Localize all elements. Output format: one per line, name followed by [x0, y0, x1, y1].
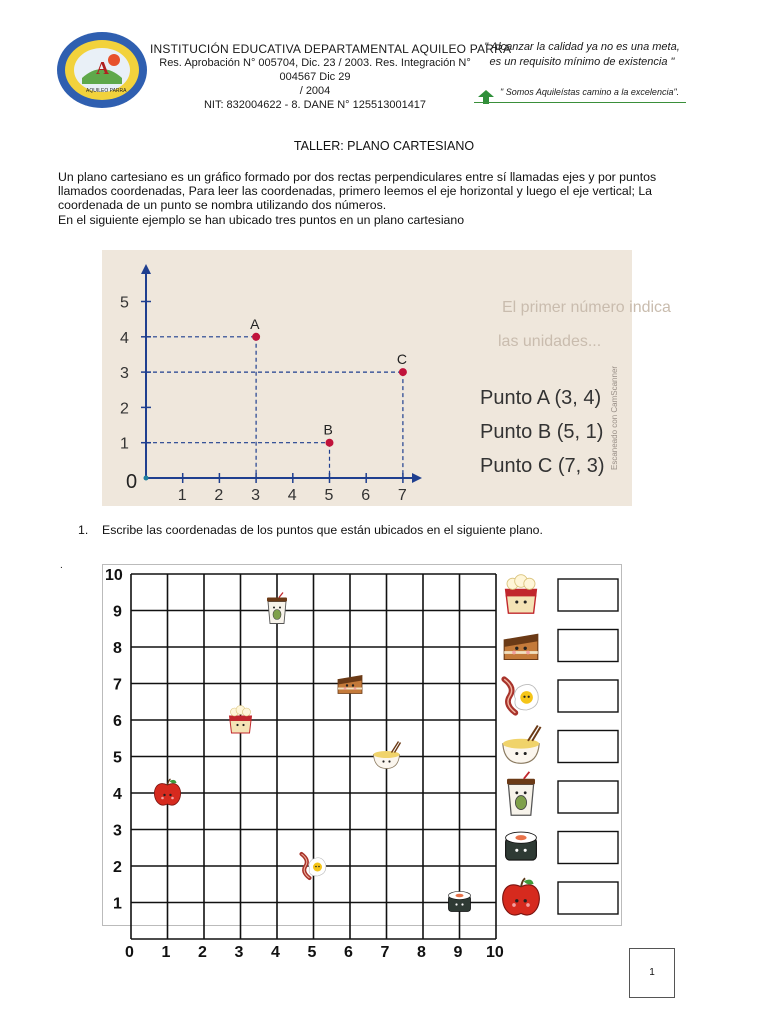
svg-text:las unidades...: las unidades... — [498, 333, 602, 350]
svg-text:El primer número indica: El primer número indica — [502, 299, 671, 316]
grid-y-label: 2 — [113, 859, 122, 876]
grid-y-label: 7 — [113, 676, 122, 694]
legend-entry: Punto C (7, 3) — [480, 455, 605, 477]
page-title: TALLER: PLANO CARTESIANO — [293, 139, 475, 153]
noodle-bowl-icon — [503, 726, 541, 764]
answer-box[interactable] — [558, 630, 618, 662]
point-a — [252, 333, 260, 341]
grid-x-label: 3 — [234, 944, 244, 961]
institution-header — [150, 42, 512, 111]
popcorn-icon — [506, 575, 537, 614]
answer-box[interactable] — [558, 781, 618, 813]
nit-dane-line: NIT: 832004622 - 8. DANE N° 125513001417 — [203, 99, 427, 111]
apple-icon — [503, 878, 540, 915]
resolution-line: Res. Aprobación N° 005704, Dic. 23 / 2003. Res. Integración N° 004567 Dic 29 — [159, 57, 471, 83]
y-tick-label: 3 — [120, 365, 129, 383]
exercise-grid — [103, 565, 621, 961]
svg-text:AQUILEO PARRA: AQUILEO PARRA — [86, 88, 127, 94]
x-tick-label: 3 — [251, 487, 261, 504]
school-logo — [56, 30, 148, 110]
answer-box[interactable] — [558, 882, 618, 914]
scanner-watermark: Escaneado con CamScanner — [610, 365, 619, 470]
grid-y-label: 8 — [113, 640, 122, 657]
grid-y-label: 5 — [113, 749, 122, 767]
grid-x-label: 9 — [453, 944, 463, 961]
legend-entry: Punto B (5, 1) — [480, 421, 604, 443]
motto-line-1: " Alcanzar la calidad ya no es una meta, — [484, 41, 680, 53]
answer-box[interactable] — [558, 832, 618, 864]
x-tick-label: 1 — [177, 487, 187, 504]
cake-slice-icon — [338, 676, 362, 694]
sushi-roll-icon — [506, 832, 537, 860]
x-tick-label: 4 — [287, 487, 297, 504]
grid-y-label: 6 — [113, 713, 122, 730]
grid-y-label: 3 — [113, 822, 122, 840]
origin-label: 0 — [126, 471, 138, 493]
question-1 — [78, 523, 543, 537]
exercise-grid-image — [102, 564, 622, 961]
grid-x-label: 1 — [161, 944, 171, 961]
intro-paragraph — [58, 170, 698, 227]
motto — [482, 40, 682, 70]
point-label: B — [323, 421, 333, 438]
answer-box[interactable] — [558, 680, 618, 712]
green-motto — [468, 84, 688, 108]
grid-x-label: 10 — [486, 944, 504, 961]
institution-name: INSTITUCIÓN EDUCATIVA DEPARTAMENTAL AQUILEO PARRA — [150, 42, 512, 56]
intro-line-1: Un plano cartesiano es un gráfico formado por dos rectas perpendiculares entre sí llamadas ejes y por puntos — [58, 170, 657, 184]
point-label: C — [396, 351, 408, 368]
answer-box[interactable] — [558, 731, 618, 763]
resolution-line-2: / 2004 — [299, 85, 331, 97]
svg-text:A: A — [96, 58, 109, 78]
grid-y-label: 4 — [113, 786, 122, 803]
question-text: Escribe las coordenadas de los puntos que están ubicados en el siguiente plano. — [102, 523, 543, 537]
grid-x-label: 5 — [307, 944, 317, 961]
stray-dot: . — [60, 560, 63, 571]
intro-line-3: coordenada de un punto se nombra utilizando dos números. — [58, 198, 387, 213]
bacon-egg-icon — [504, 679, 538, 713]
green-rule — [474, 102, 686, 103]
green-motto-text: " Somos Aquileístas camino a la excelencia". — [500, 87, 680, 97]
cake-slice-icon — [504, 634, 538, 659]
example-plane — [102, 250, 671, 506]
point-c — [399, 368, 407, 376]
example-plane-image — [102, 250, 671, 506]
background-bleed-text — [498, 299, 671, 350]
grid-x-label: 2 — [198, 944, 207, 961]
answer-box[interactable] — [558, 579, 618, 611]
popcorn-icon — [230, 706, 252, 734]
intro-line-2: llamados coordenadas, Para leer las coordenadas, primero leemos el eje horizontal y luego el eje vertical; La — [58, 184, 652, 199]
grid-x-label: 6 — [344, 944, 353, 961]
sushi-roll-icon — [449, 892, 471, 912]
point-label: A — [250, 315, 260, 332]
y-tick-label: 1 — [120, 435, 129, 453]
grid-y-label: 9 — [113, 603, 122, 621]
intro-line-4: En el siguiente ejemplo se han ubicado tres puntos en un plano cartesiano — [58, 212, 465, 227]
legend-entry: Punto A (3, 4) — [480, 387, 602, 409]
grid-y-label: 10 — [105, 567, 123, 584]
y-tick-label: 4 — [120, 329, 129, 347]
apple-icon — [154, 779, 180, 805]
page-number: 1 — [629, 948, 675, 998]
grid-x-label: 0 — [125, 944, 134, 961]
question-number: 1. — [78, 523, 89, 537]
point-b — [326, 439, 334, 447]
y-tick-label: 2 — [120, 400, 129, 418]
coffee-cup-icon — [507, 772, 535, 815]
grid-y-label: 1 — [113, 895, 122, 913]
grid-x-label: 7 — [380, 944, 390, 961]
grid-x-label: 8 — [417, 944, 426, 961]
x-tick-label: 5 — [324, 487, 334, 504]
x-tick-label: 6 — [361, 487, 371, 504]
grid-x-label: 4 — [271, 944, 280, 961]
x-axis-arrow-icon — [412, 473, 422, 483]
origin-dot — [144, 476, 149, 481]
x-tick-label: 2 — [214, 487, 224, 504]
x-tick-label: 7 — [397, 487, 407, 504]
y-tick-label: 5 — [120, 294, 129, 312]
y-axis-arrow-icon — [141, 264, 151, 274]
motto-line-2: es un requisito mínimo de existencia " — [489, 56, 675, 68]
